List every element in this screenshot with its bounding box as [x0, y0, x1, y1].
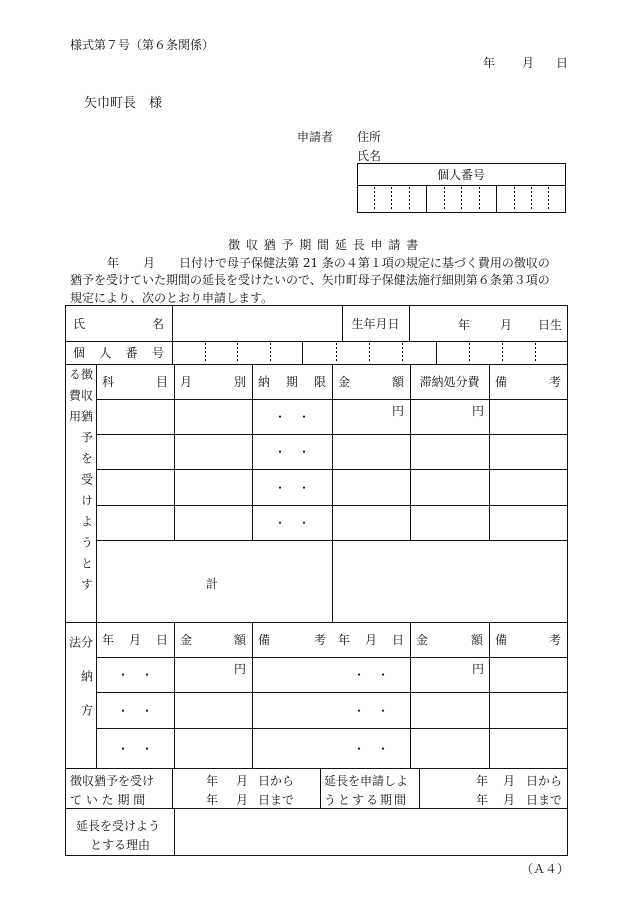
- total-label: 計: [206, 577, 219, 591]
- birth-year-label: 年: [458, 318, 471, 332]
- period-from-month: 月: [236, 774, 249, 788]
- period-label-line-1: 徴収猶予を受け: [70, 774, 155, 788]
- inst-date-dots-2: ・ ・: [352, 741, 389, 756]
- inst-header-remarks: 備 考: [258, 633, 326, 647]
- inst-date-dots: ・ ・: [116, 668, 153, 682]
- birth-date-label: 生年月日: [351, 316, 400, 331]
- inst-header-remarks-2: 備 考: [495, 633, 561, 647]
- table-name-label: 氏 名: [73, 316, 164, 331]
- period-to-month: 月: [236, 793, 249, 807]
- paper-size: （Ａ４）: [521, 862, 570, 876]
- period-to-year: 年: [206, 793, 219, 807]
- ext-from-month: 月: [503, 774, 516, 788]
- inst-header-date-2: 年 月 日: [338, 633, 404, 647]
- header-month: 月 別: [180, 375, 246, 389]
- ext-from-day: 日から: [526, 774, 563, 788]
- date-month-label: 月: [522, 56, 535, 70]
- period-from-day: 日から: [258, 774, 295, 788]
- table-personal-number-label: 個 人 番 号: [73, 346, 164, 360]
- header-remarks: 備 考: [495, 375, 561, 389]
- form-title: 徴 収 猶 予 期 間 延 長 申 請 書: [228, 238, 420, 252]
- birth-month-label: 月: [500, 318, 513, 332]
- inst-date-dots-2: ・ ・: [352, 703, 389, 718]
- inst-date-dots: ・ ・: [116, 741, 153, 756]
- header-amount: 金 額: [338, 375, 404, 389]
- extension-label-line-1: 延長を申請しよ: [324, 774, 409, 788]
- yen-penalty: 円: [472, 404, 485, 418]
- due-date-dots: ・ ・: [273, 480, 310, 495]
- inst-header-amount: 金 額: [180, 633, 246, 647]
- reason-label-line-2: とする理由: [90, 838, 151, 852]
- header-item: 科 目: [102, 375, 168, 389]
- intro-line-2: 猶予を受けていた期間の延長を受けたいので、矢巾町母子保健法施行細則第６条第３項の: [70, 273, 550, 287]
- address-label: 住所: [357, 130, 382, 144]
- period-label-line-2: て い た 期 間: [70, 793, 146, 807]
- installment-section-label: [65, 622, 96, 768]
- addressee: 矢巾町長 様: [84, 96, 163, 111]
- birth-day-label: 日生: [538, 318, 563, 332]
- inst-date-dots: ・ ・: [116, 703, 153, 718]
- inst-date-dots-2: ・ ・: [352, 668, 389, 682]
- date-day-label: 日: [556, 56, 569, 70]
- ext-to-month: 月: [503, 793, 516, 807]
- costs-section-label: [65, 364, 96, 622]
- costs-label-text: 徴収猶予を受けようとする費用: [67, 368, 94, 599]
- date-year-label: 年: [483, 56, 496, 70]
- inst-header-date: 年 月 日: [102, 633, 168, 647]
- intro-line-3: 規定により、次のとおり申請します。: [70, 291, 274, 305]
- period-to-day: 日まで: [258, 793, 295, 807]
- ext-to-day: 日まで: [526, 793, 563, 807]
- reason-label-line-1: 延長を受けよう: [76, 819, 161, 833]
- period-from-year: 年: [206, 774, 219, 788]
- due-date-dots: ・ ・: [273, 445, 310, 459]
- installment-label-text: 分納方法: [67, 636, 94, 738]
- inst-yen: 円: [234, 662, 247, 676]
- ext-to-year: 年: [476, 793, 489, 807]
- yen-amount: 円: [392, 404, 405, 418]
- due-date-dots: ・ ・: [273, 410, 310, 424]
- ext-from-year: 年: [476, 774, 489, 788]
- due-date-dots: ・ ・: [273, 516, 310, 530]
- applicant-label: 申請者: [297, 130, 334, 144]
- inst-header-amount-2: 金 額: [416, 633, 483, 647]
- applicant-personal-number-label: 個人番号: [436, 167, 485, 182]
- intro-line-1: 年 月 日付けで母子保健法第 21 条の４第１項の規定に基づく費用の徴収の: [107, 256, 550, 270]
- extension-label-line-2: うとする期間: [324, 793, 409, 807]
- inst-yen-2: 円: [472, 662, 485, 676]
- header-due-date: 納 期 限: [258, 375, 326, 389]
- form-number: 様式第７号（第６条関係）: [70, 38, 215, 52]
- header-penalty: 滞納処分費: [419, 375, 480, 389]
- name-label: 氏名: [357, 149, 382, 163]
